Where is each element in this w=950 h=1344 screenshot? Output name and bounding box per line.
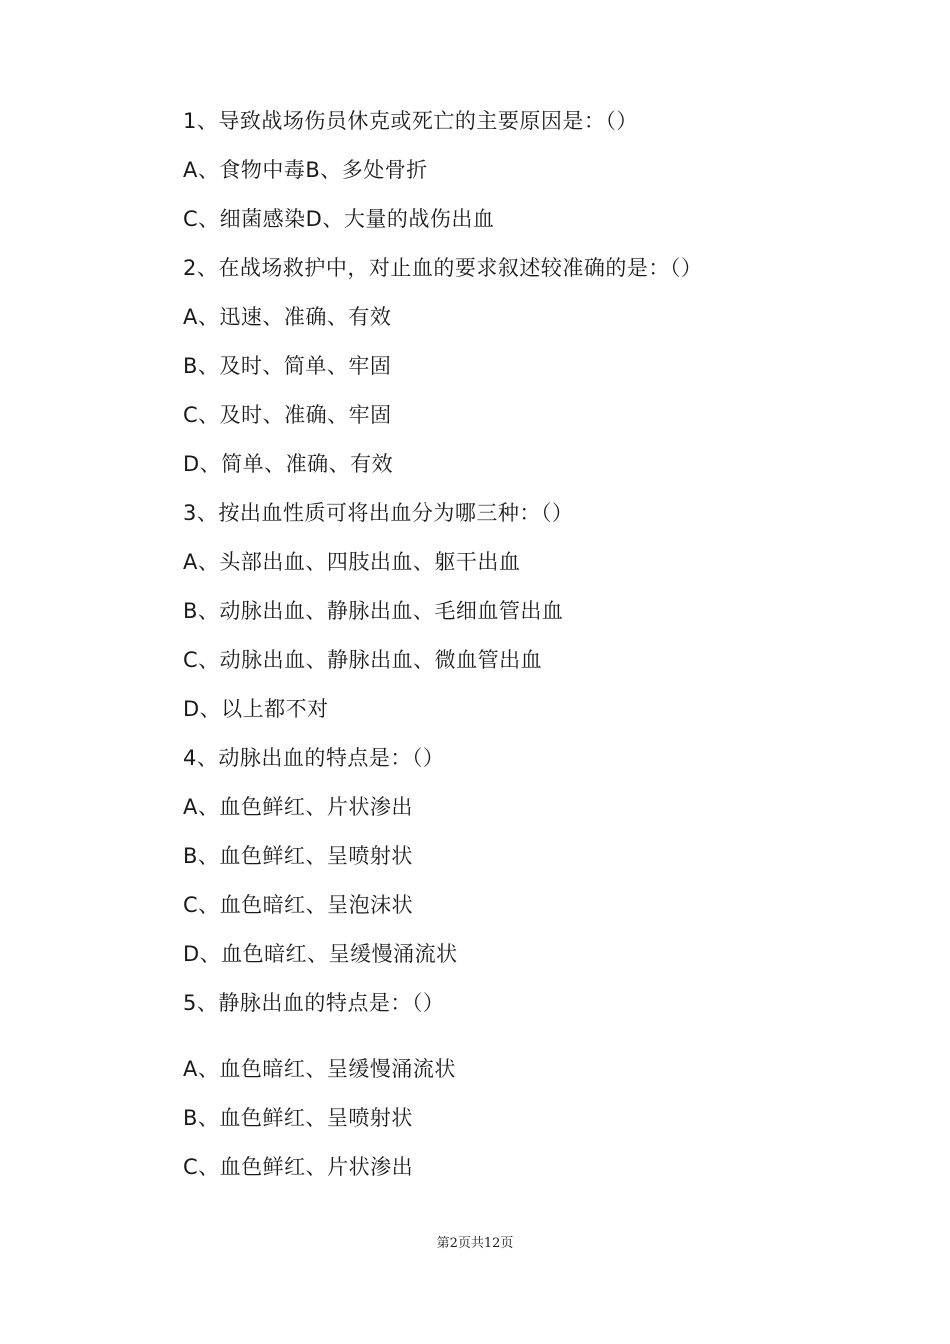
question-4-option-d: D、血色暗红、呈缓慢涌流状 [183, 942, 458, 966]
question-2-option-a: A、迅速、准确、有效 [183, 305, 392, 329]
question-1-options-cd: C、细菌感染D、大量的战伤出血 [183, 207, 495, 231]
question-2-option-b: B、及时、简单、牢固 [183, 354, 392, 378]
question-3-option-b: B、动脉出血、静脉出血、毛细血管出血 [183, 599, 564, 623]
question-5: 5、静脉出血的特点是：（） [183, 991, 445, 1015]
page-number-footer: 第2页共12页 [436, 1236, 514, 1251]
question-2: 2、在战场救护中，对止血的要求叙述较准确的是：（） [183, 256, 703, 280]
question-3-option-a: A、头部出血、四肢出血、躯干出血 [183, 550, 521, 574]
question-3: 3、按出血性质可将出血分为哪三种：（） [183, 501, 574, 525]
question-1: 1、导致战场伤员休克或死亡的主要原因是：（） [183, 109, 638, 133]
question-4-option-c: C、血色暗红、呈泡沫状 [183, 893, 414, 917]
question-4-option-a: A、血色鲜红、片状渗出 [183, 795, 413, 819]
question-5-option-c: C、血色鲜红、片状渗出 [183, 1155, 414, 1179]
question-3-option-c: C、动脉出血、静脉出血、微血管出血 [183, 648, 543, 672]
question-4-option-b: B、血色鲜红、呈喷射状 [183, 844, 413, 868]
question-4: 4、动脉出血的特点是：（） [183, 746, 445, 770]
question-2-option-d: D、简单、准确、有效 [183, 452, 394, 476]
question-3-option-d: D、以上都不对 [183, 697, 329, 721]
question-5-option-a: A、血色暗红、呈缓慢涌流状 [183, 1057, 456, 1081]
question-2-option-c: C、及时、准确、牢固 [183, 403, 392, 427]
question-1-options-ab: A、食物中毒B、多处骨折 [183, 158, 428, 182]
question-5-option-b: B、血色鲜红、呈喷射状 [183, 1106, 413, 1130]
